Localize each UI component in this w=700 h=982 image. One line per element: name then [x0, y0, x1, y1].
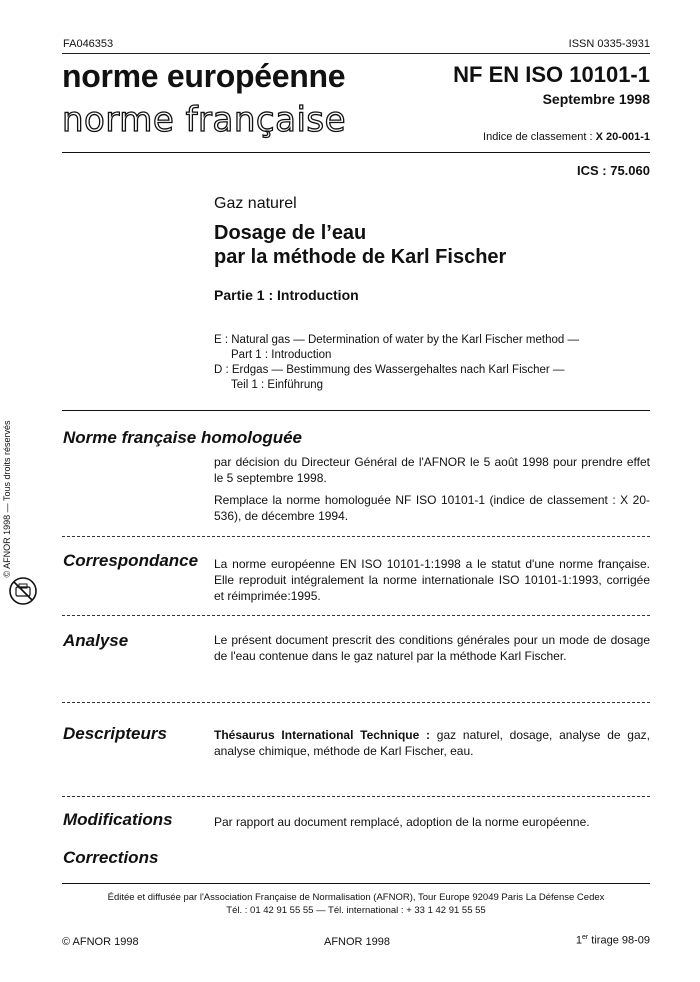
translation-en-line1: E : Natural gas — Determination of water by the Karl Fischer method — — [214, 334, 579, 346]
title-french: norme française — [62, 100, 347, 140]
homologation-heading: Norme française homologuée — [63, 428, 303, 447]
translation-de-line1: D : Erdgas — Bestimmung des Wassergehaltes nach Karl Fischer — — [214, 364, 565, 376]
issn-number: ISSN 0335-3931 — [568, 38, 650, 50]
translation-en-line2: Part 1 : Introduction — [231, 349, 332, 361]
part-title: Partie 1 : Introduction — [214, 287, 359, 303]
standard-number: NF EN ISO 10101-1 — [453, 62, 650, 87]
correspondance-heading: Correspondance — [63, 551, 199, 570]
translations — [214, 333, 579, 393]
ics-code: ICS : 75.060 — [577, 163, 650, 178]
main-title-line2: par la méthode de Karl Fischer — [214, 246, 507, 268]
descripteurs-label: Thésaurus International Technique : — [214, 728, 431, 742]
descripteurs-text: gaz naturel, dosage, analyse de gaz, analyse chimique, méthode de Karl Fischer, eau. — [214, 728, 650, 758]
analyse-text: Le présent document prescrit des conditions générales pour un mode de dosage de l'eau contenue dans le gaz naturel par la méthode Karl Fischer. — [214, 633, 650, 663]
section-rule-3 — [62, 615, 650, 616]
classification-value: X 20-001-1 — [595, 131, 650, 143]
analyse-heading: Analyse — [63, 631, 129, 650]
publisher-info — [62, 891, 650, 917]
sidebar-vertical-text: © AFNOR 1998 — Tous droits réservés — [2, 420, 12, 578]
section-rule-2 — [62, 536, 650, 537]
section-rule-1 — [62, 410, 650, 411]
classification-index — [483, 131, 650, 143]
copyright: © AFNOR 1998 — [62, 936, 139, 948]
homologation-para2: Remplace la norme homologuée NF ISO 10101-1 (indice de classement : X 20-536), de décembre 1994. — [214, 493, 650, 523]
title-rule — [62, 152, 650, 153]
footer-rule — [62, 883, 650, 884]
descripteurs-heading: Descripteurs — [63, 724, 167, 743]
main-title-line1: Dosage de l’eau — [214, 222, 367, 244]
publication-date: Septembre 1998 — [542, 91, 650, 107]
translation-de-line2: Teil 1 : Einführung — [231, 379, 324, 391]
print-sup: er — [582, 934, 589, 941]
classification-label: Indice de classement : — [483, 131, 593, 143]
title-european: norme européenne — [62, 58, 346, 94]
subject: Gaz naturel — [214, 195, 297, 212]
main-title — [214, 221, 506, 269]
homologation-body — [214, 454, 650, 530]
section-rule-4 — [62, 702, 650, 703]
header-rule — [62, 53, 650, 54]
section-rule-5 — [62, 796, 650, 797]
publisher-line1: Éditée et diffusée par l'Association Française de Normalisation (AFNOR), Tour Europe 92049 Paris La Défense Cedex — [107, 892, 605, 903]
modifications-text: Par rapport au document remplacé, adoption de la norme européenne. — [214, 815, 590, 829]
print-rest: tirage 98-09 — [588, 934, 650, 947]
print-run — [576, 934, 650, 947]
document-code: FA046353 — [63, 38, 114, 50]
footer-center: AFNOR 1998 — [324, 936, 391, 948]
descripteurs-body — [214, 727, 650, 759]
corrections-heading: Corrections — [63, 848, 159, 867]
modifications-heading: Modifications — [63, 810, 173, 829]
no-photocopy-icon — [8, 576, 38, 606]
print-number: 1 — [575, 934, 582, 947]
correspondance-text: La norme européenne EN ISO 10101-1:1998 a le statut d'une norme française. Elle reproduit intégralement la norme internationale ISO 10101-1:1993, corrigée et réimprimée:1995. — [214, 557, 650, 603]
homologation-para1: par décision du Directeur Général de l'AFNOR le 5 août 1998 pour prendre effet le 5 septembre 1998. — [214, 455, 650, 485]
publisher-line2: Tél. : 01 42 91 55 55 — Tél. international : + 33 1 42 91 55 55 — [226, 905, 486, 916]
